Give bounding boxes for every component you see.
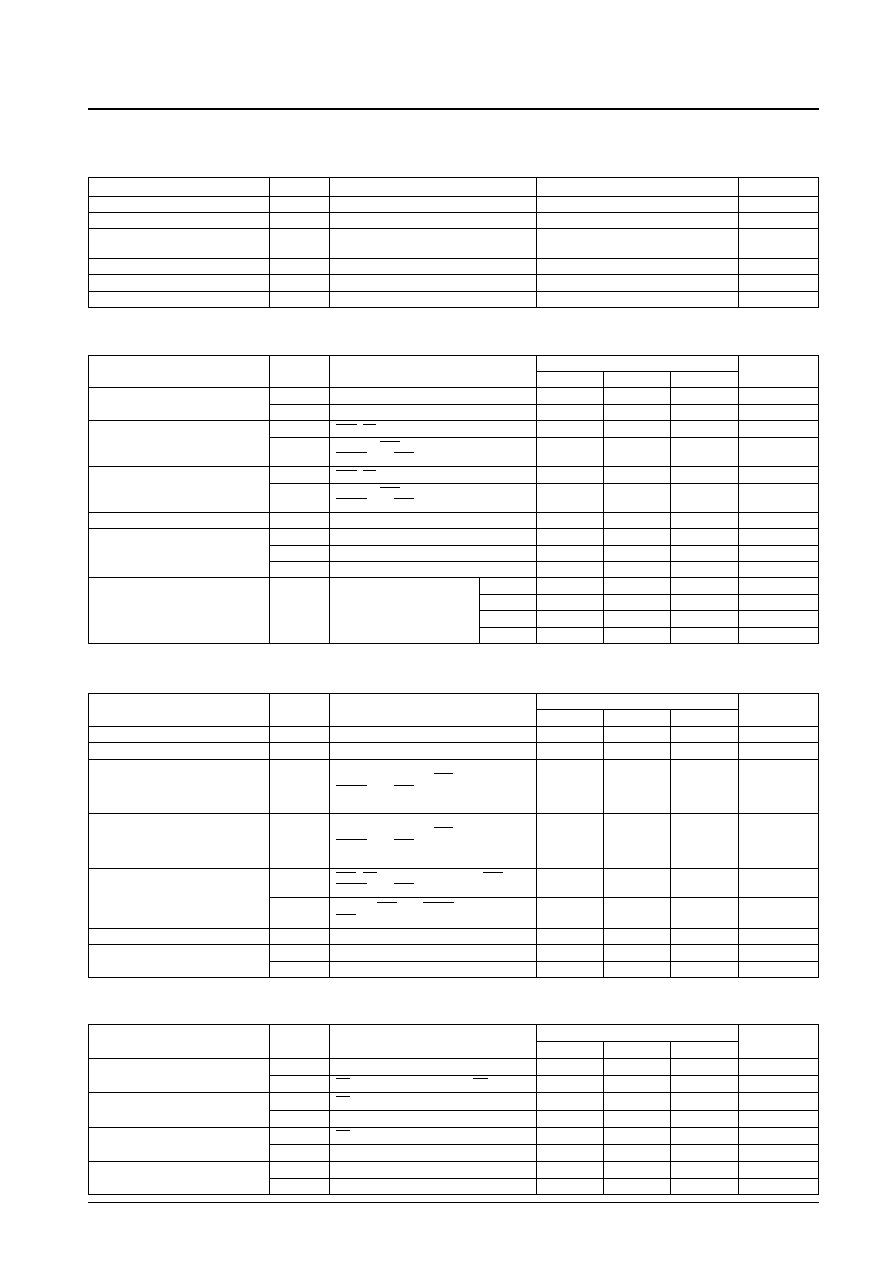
- table-row: [89, 467, 819, 484]
- table-row: [89, 760, 819, 814]
- table-row: [89, 1162, 819, 1179]
- dc-characteristics-table: [88, 355, 819, 644]
- table-row: [89, 578, 819, 595]
- table-row: [89, 178, 819, 197]
- table-row: [89, 1025, 819, 1042]
- table-row: [89, 1093, 819, 1111]
- table-row: [89, 275, 819, 292]
- header-rule: [88, 108, 819, 110]
- table-row: [89, 388, 819, 405]
- table-row: [89, 421, 819, 438]
- table-row: [89, 814, 819, 869]
- footer-rule: [88, 1202, 819, 1203]
- table-row: [89, 197, 819, 213]
- table-row: [89, 1128, 819, 1145]
- table-row: [89, 727, 819, 743]
- table-row: [89, 229, 819, 259]
- timing-characteristics-table: [88, 1024, 819, 1195]
- table-row: [89, 945, 819, 962]
- table-row: [89, 513, 819, 529]
- table-row: [89, 929, 819, 945]
- table-row: [89, 694, 819, 710]
- table-row: [89, 743, 819, 760]
- table-row: [89, 356, 819, 372]
- table-row: [89, 529, 819, 546]
- table-row: [89, 292, 819, 308]
- table-row: [89, 213, 819, 229]
- ac-characteristics-table: [88, 693, 819, 978]
- table-row: [89, 869, 819, 898]
- table-row: [89, 1059, 819, 1076]
- absolute-max-ratings-table: [88, 177, 819, 308]
- table-row: [89, 259, 819, 275]
